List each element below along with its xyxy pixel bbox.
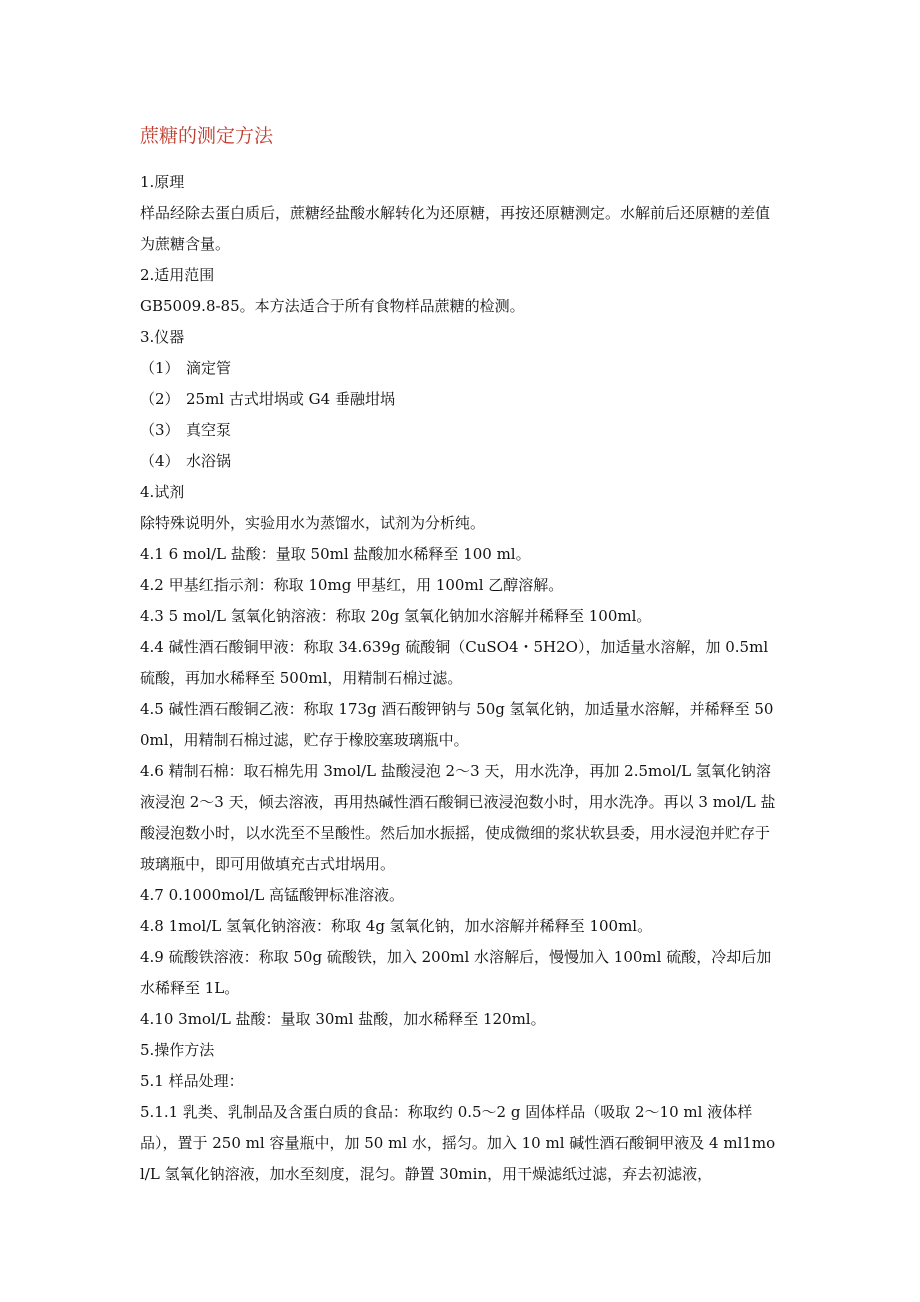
section-reagents-intro: 除特殊说明外，实验用水为蒸馏水，试剂为分析纯。 [140,514,486,532]
document-title: 蔗糖的测定方法 [140,125,274,147]
section-procedure-heading: 5.操作方法 [140,1041,215,1059]
section-principle-heading: 1.原理 [140,173,185,191]
reagent-item: 4.6 精制石棉：取石棉先用 3mol/L 盐酸浸泡 2～3 天，用水洗净，再加 2.5mol/L 氢氧化钠溶液浸泡 2～3 天，倾去溶液，再用热碱性酒石酸铜已液浸泡数小时，用水洗净。再以 3 mol/L 盐酸浸泡数小时，以水洗至不呈酸性。然后加水振摇，使成微细的浆状软县委，用水浸泡并贮存于玻璃瓶中，即可用做填充古式坩埚用。 [140,762,776,873]
reagent-item: 4.3 5 mol/L 氢氧化钠溶液：称取 20g 氢氧化钠加水溶解并稀释至 100ml。 [140,607,652,625]
section-reagents-heading: 4.试剂 [140,483,185,501]
reagent-item: 4.10 3mol/L 盐酸：量取 30ml 盐酸，加水稀释至 120ml。 [140,1010,546,1028]
section-principle-text: 样品经除去蛋白质后，蔗糖经盐酸水解转化为还原糖，再按还原糖测定。水解前后还原糖的差值为蔗糖含量。 [140,204,771,253]
reagent-item: 4.9 硫酸铁溶液：称取 50g 硫酸铁，加入 200ml 水溶解后，慢慢加入 100ml 硫酸，冷却后加水稀释至 1L。 [140,948,772,997]
reagent-item: 4.8 1mol/L 氢氧化钠溶液：称取 4g 氢氧化钠，加水溶解并稀释至 100ml。 [140,917,653,935]
instrument-item: （4） 水浴锅 [140,452,232,470]
instrument-item: （3） 真空泵 [140,421,232,439]
reagent-item: 4.4 碱性酒石酸铜甲液：称取 34.639g 硫酸铜（CuSO4・5H2O），加适量水溶解，加 0.5ml 硫酸，再加水稀释至 500ml，用精制石棉过滤。 [140,638,769,687]
section-scope-text: GB5009.8-85。本方法适合于所有食物样品蔗糖的检测。 [140,297,525,315]
subsection-dairy-text: 5.1.1 乳类、乳制品及含蛋白质的食品：称取约 0.5～2 g 固体样品（吸取 2～10 ml 液体样品），置于 250 ml 容量瓶中，加 50 ml 水，摇匀。加入 10 ml 碱性酒石酸铜甲液及 4 ml1mol/L 氢氧化钠溶液，加水至刻度，混匀。静置 30min，用干燥滤纸过滤，弃去初滤液， [140,1103,776,1183]
subsection-sample-prep-heading: 5.1 样品处理： [140,1072,244,1090]
instrument-item: （1） 滴定管 [140,359,232,377]
section-scope-heading: 2.适用范围 [140,266,215,284]
section-instruments-heading: 3.仪器 [140,328,185,346]
reagent-item: 4.2 甲基红指示剂：称取 10mg 甲基红，用 100ml 乙醇溶解。 [140,576,564,594]
reagent-item: 4.7 0.1000mol/L 高锰酸钾标准溶液。 [140,886,404,904]
instrument-item: （2） 25ml 古式坩埚或 G4 垂融坩埚 [140,390,395,408]
reagent-item: 4.1 6 mol/L 盐酸：量取 50ml 盐酸加水稀释至 100 ml。 [140,545,531,563]
document-page [140,122,782,1190]
reagent-item: 4.5 碱性酒石酸铜乙液：称取 173g 酒石酸钾钠与 50g 氢氧化钠，加适量水溶解，并稀释至 500ml，用精制石棉过滤，贮存于橡胶塞玻璃瓶中。 [140,700,774,749]
